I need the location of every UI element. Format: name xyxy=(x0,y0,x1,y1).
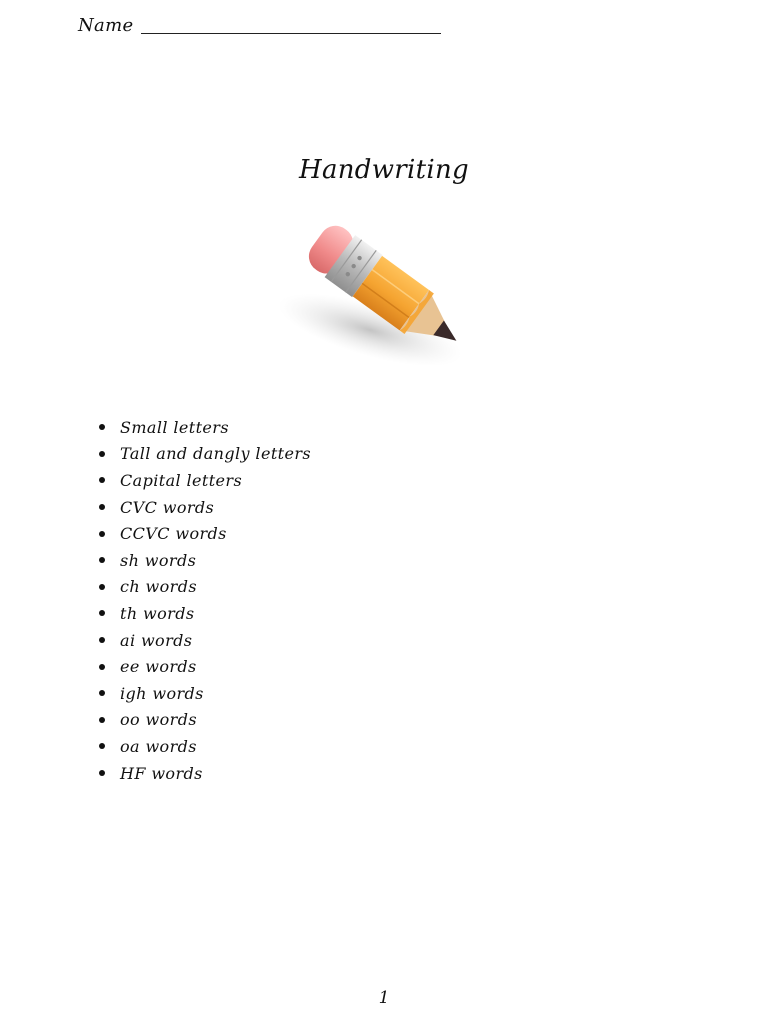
bullet-icon xyxy=(99,531,105,537)
bullet-icon xyxy=(99,664,105,670)
topic-label: igh words xyxy=(120,683,204,703)
list-item xyxy=(96,574,311,601)
bullet-icon xyxy=(99,743,105,749)
list-item xyxy=(96,547,311,574)
list-item xyxy=(96,441,311,468)
pencil-icon xyxy=(270,212,490,382)
list-item xyxy=(96,520,311,547)
topic-list xyxy=(96,414,311,786)
list-item xyxy=(96,467,311,494)
list-item xyxy=(96,414,311,441)
topic-label: ee words xyxy=(120,657,197,677)
topic-label: Small letters xyxy=(120,417,229,437)
topic-label: ai words xyxy=(120,630,193,650)
page-title: Handwriting xyxy=(298,155,469,185)
topic-label: CCVC words xyxy=(120,524,227,544)
topic-label: CVC words xyxy=(120,497,215,517)
list-item xyxy=(96,760,311,787)
bullet-icon xyxy=(99,770,105,776)
bullet-icon xyxy=(99,610,105,616)
topic-label: oo words xyxy=(120,710,197,730)
name-field xyxy=(78,14,441,38)
list-item xyxy=(96,653,311,680)
list-item xyxy=(96,600,311,627)
list-item xyxy=(96,680,311,707)
bullet-icon xyxy=(99,717,105,723)
list-item xyxy=(96,627,311,654)
bullet-icon xyxy=(99,477,105,483)
bullet-icon xyxy=(99,424,105,430)
bullet-icon xyxy=(99,584,105,590)
name-label: Name xyxy=(78,15,134,36)
topic-label: oa words xyxy=(120,736,197,756)
list-item xyxy=(96,733,311,760)
page-number: 1 xyxy=(378,988,390,1008)
topic-label: th words xyxy=(120,603,195,623)
topic-label: Capital letters xyxy=(120,470,243,490)
bullet-icon xyxy=(99,637,105,643)
bullet-icon xyxy=(99,504,105,510)
list-item xyxy=(96,707,311,734)
list-item xyxy=(96,494,311,521)
topic-label: Tall and dangly letters xyxy=(120,444,312,464)
bullet-icon xyxy=(99,690,105,696)
bullet-icon xyxy=(99,557,105,563)
name-write-line[interactable] xyxy=(141,33,441,34)
topic-label: HF words xyxy=(120,763,203,783)
topic-label: sh words xyxy=(120,550,197,570)
bullet-icon xyxy=(99,451,105,457)
topic-label: ch words xyxy=(120,577,197,597)
